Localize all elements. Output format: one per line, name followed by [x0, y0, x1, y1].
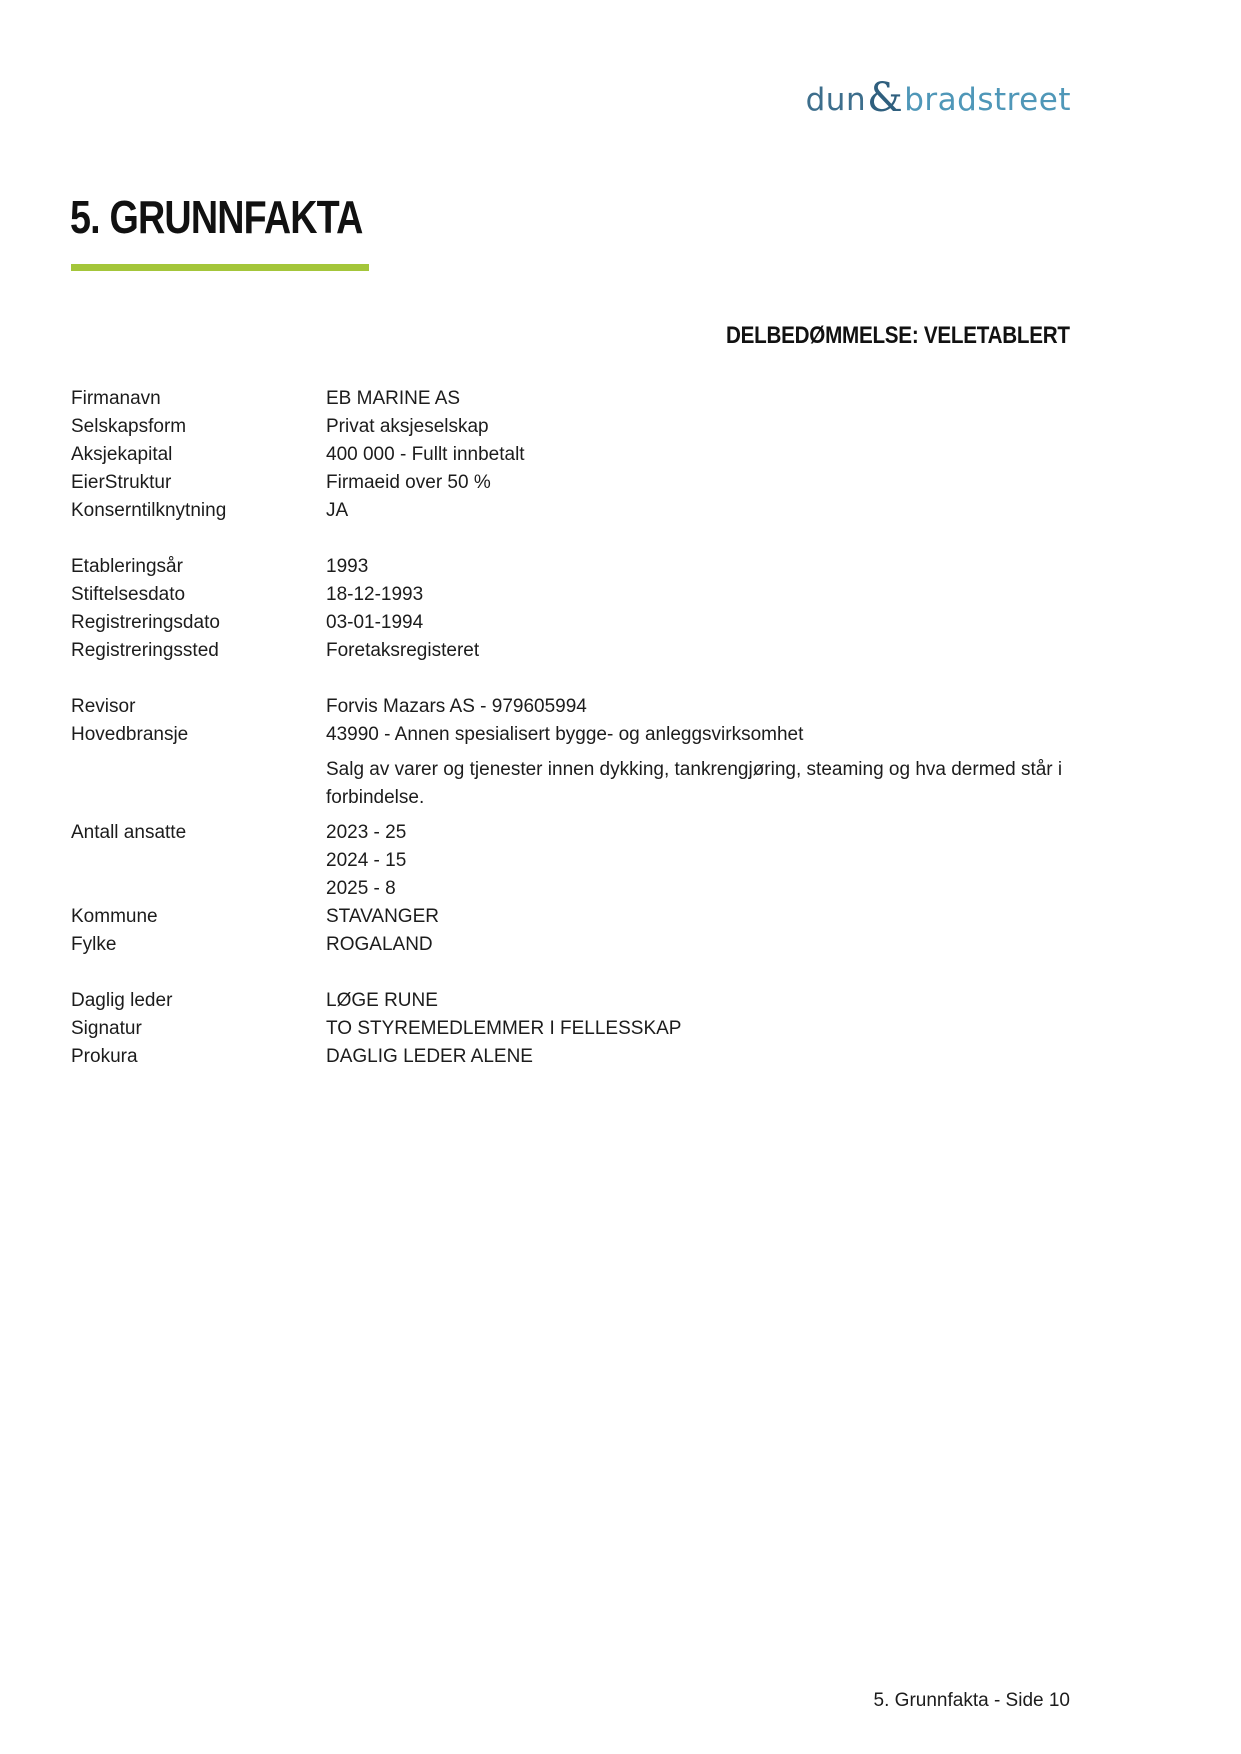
- fact-row-stiftelsesdato: [71, 581, 1071, 609]
- registration-group: [71, 553, 1071, 665]
- fact-label: Signatur: [71, 1018, 142, 1039]
- fact-value: Forvis Mazars AS - 979605994: [326, 696, 587, 717]
- fact-value: Foretaksregisteret: [326, 640, 480, 661]
- logo-text-dun: dun: [805, 82, 867, 118]
- fact-value: JA: [326, 500, 349, 521]
- fact-row-eierstruktur: [71, 469, 1071, 497]
- company-group: [71, 385, 1071, 525]
- fact-label: Konserntilknytning: [71, 500, 227, 521]
- fact-value: STAVANGER: [326, 906, 439, 927]
- fact-label: Selskapsform: [71, 416, 187, 437]
- fact-row-ansatte-2024: [71, 847, 1071, 875]
- fact-value: 2023 - 25: [326, 822, 407, 843]
- fact-label-empty: [71, 756, 326, 812]
- fact-label: Daglig leder: [71, 990, 173, 1011]
- fact-value: Firmaeid over 50 %: [326, 472, 491, 493]
- fact-label: Hovedbransje: [71, 724, 189, 745]
- fact-label: Revisor: [71, 696, 136, 717]
- page-title: 5. GRUNNFAKTA: [70, 191, 363, 243]
- title-underline: [71, 264, 369, 271]
- fact-value: 1993: [326, 556, 369, 577]
- page-footer: 5. Grunnfakta - Side 10: [873, 1690, 1070, 1711]
- fact-value: ROGALAND: [326, 934, 433, 955]
- fact-label: Kommune: [71, 906, 158, 927]
- business-description: Salg av varer og tjenester innen dykking, tankrengjøring, steaming og hva dermed står i forbindelse.: [326, 759, 1063, 808]
- facts-table: [71, 385, 1071, 1099]
- fact-row-registreringsdato: [71, 609, 1071, 637]
- fact-row-fylke: [71, 931, 1071, 959]
- fact-label-empty: [71, 875, 326, 903]
- fact-value: EB MARINE AS: [326, 388, 461, 409]
- rating-heading: DELBEDØMMELSE: VELETABLERT: [726, 322, 1070, 349]
- fact-value: 03-01-1994: [326, 612, 424, 633]
- fact-value: 400 000 - Fullt innbetalt: [326, 444, 525, 465]
- fact-value: 43990 - Annen spesialisert bygge- og anleggsvirksomhet: [326, 724, 804, 745]
- fact-row-revisor: [71, 693, 1071, 721]
- fact-row-ansatte-2025: [71, 875, 1071, 903]
- fact-row-aksjekapital: [71, 441, 1071, 469]
- management-group: [71, 987, 1071, 1071]
- business-description-row: [71, 756, 1071, 812]
- fact-row-etableringsar: [71, 553, 1071, 581]
- fact-label: Aksjekapital: [71, 444, 173, 465]
- fact-row-registreringssted: [71, 637, 1071, 665]
- fact-value: 18-12-1993: [326, 584, 424, 605]
- fact-label: Fylke: [71, 934, 117, 955]
- fact-value: Privat aksjeselskap: [326, 416, 489, 437]
- fact-value: LØGE RUNE: [326, 990, 438, 1011]
- fact-label: Firmanavn: [71, 388, 161, 409]
- fact-row-ansatte-2023: [71, 819, 1071, 847]
- fact-row-firmanavn: [71, 385, 1071, 413]
- fact-label: EierStruktur: [71, 472, 172, 493]
- fact-label: Stiftelsesdato: [71, 584, 186, 605]
- fact-label: Prokura: [71, 1046, 138, 1067]
- fact-row-daglig-leder: [71, 987, 1071, 1015]
- fact-value: 2025 - 8: [326, 878, 396, 899]
- fact-row-prokura: [71, 1043, 1071, 1071]
- fact-label: Registreringssted: [71, 640, 219, 661]
- fact-label: Registreringsdato: [71, 612, 220, 633]
- logo-ampersand: &: [867, 75, 904, 121]
- fact-row-konserntilknytning: [71, 497, 1071, 525]
- fact-value: TO STYREMEDLEMMER I FELLESSKAP: [326, 1018, 682, 1039]
- fact-label-empty: [71, 847, 326, 875]
- fact-label: Antall ansatte: [71, 822, 187, 843]
- fact-value: 2024 - 15: [326, 850, 407, 871]
- company-logo: [805, 75, 1071, 122]
- fact-row-hovedbransje: [71, 721, 1071, 749]
- fact-row-selskapsform: [71, 413, 1071, 441]
- fact-row-kommune: [71, 903, 1071, 931]
- fact-label: Etableringsår: [71, 556, 183, 577]
- logo-text-bradstreet: bradstreet: [904, 82, 1071, 118]
- fact-row-signatur: [71, 1015, 1071, 1043]
- fact-value: DAGLIG LEDER ALENE: [326, 1046, 533, 1067]
- business-group: [71, 693, 1071, 959]
